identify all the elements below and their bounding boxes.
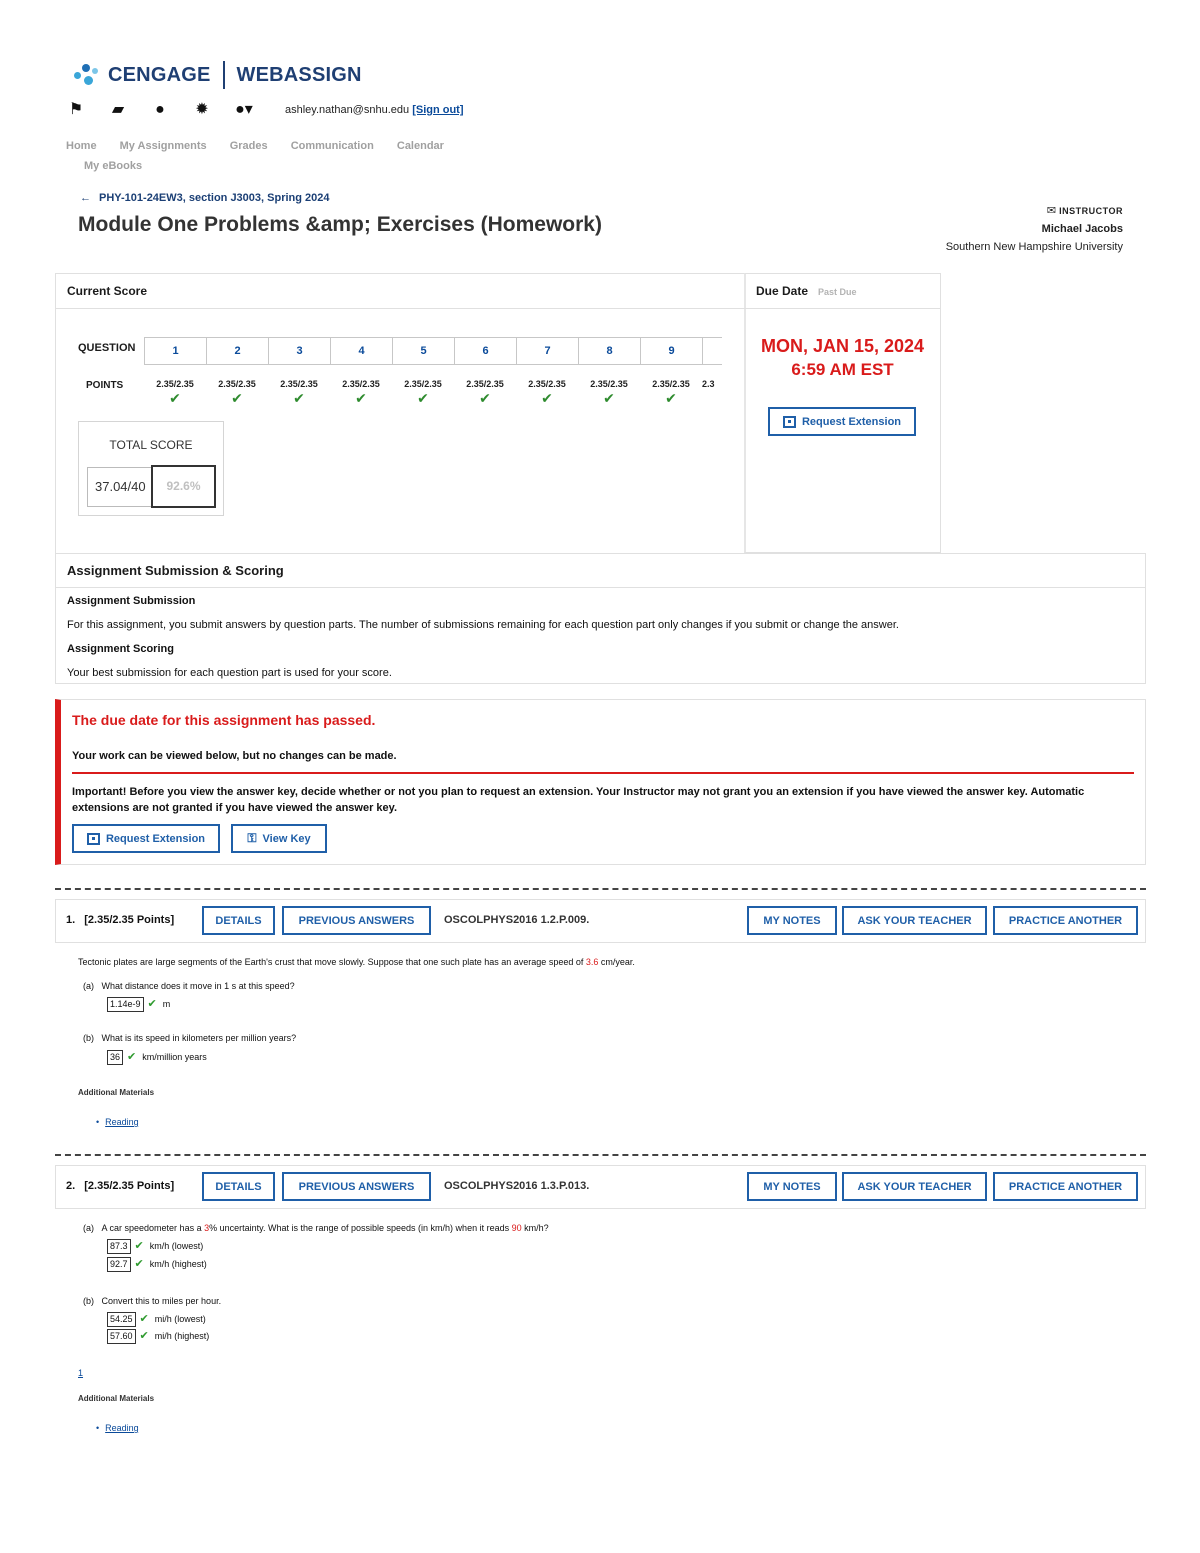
question-link[interactable]: 4 (331, 338, 393, 364)
user-email: ashley.nathan@snhu.edu (285, 104, 410, 116)
answer-unit: m (162, 999, 171, 1009)
part-question: Convert this to miles per hour. (101, 1296, 222, 1306)
part-question: A car speedometer has a (101, 1223, 202, 1233)
page-title: Module One Problems &amp; Exercises (Homework) (78, 213, 602, 236)
calendar-icon (783, 416, 796, 428)
due-header (744, 273, 941, 309)
check-icon: ✔ (134, 1240, 144, 1252)
question-navigator (144, 337, 722, 365)
key-icon: ⚿ (247, 831, 257, 845)
scoring-title: Assignment Scoring (67, 643, 174, 655)
part-label: (b) (83, 1296, 94, 1306)
alert-request-extension-label: Request Extension (105, 832, 206, 845)
part-question: What distance does it move in 1 s at this speed? (101, 981, 295, 991)
part-label: (b) (83, 1033, 94, 1043)
question-link[interactable]: 3 (269, 338, 331, 364)
breadcrumb[interactable] (80, 192, 330, 204)
check-icon: ✔ (603, 390, 615, 406)
question-points: [2.35/2.35 Points] (84, 1180, 175, 1192)
question-2-a-highest (107, 1257, 207, 1272)
question-source: OSCOLPHYS2016 1.2.P.009. (444, 914, 590, 926)
points-value: 2.35/2.35 (466, 379, 504, 389)
question-1-part-a-answer (107, 997, 170, 1012)
due-header-label: Due Date (756, 284, 809, 298)
ask-your-teacher-button[interactable]: ASK YOUR TEACHER (842, 906, 987, 935)
settings-icon[interactable]: ✹ (195, 101, 209, 118)
check-icon: ✔ (139, 1330, 149, 1342)
question-link[interactable] (703, 338, 722, 364)
cengage-webassign-logo[interactable] (72, 60, 362, 90)
check-icon: ✔ (134, 1258, 144, 1270)
question-link[interactable]: 2 (207, 338, 269, 364)
total-score-percent: 92.6% (151, 465, 216, 508)
part-question: % uncertainty. What is the range of possible speeds (in km/h) when it reads (209, 1223, 510, 1233)
nav-my-ebooks[interactable]: My eBooks (84, 160, 143, 172)
breadcrumb-course[interactable]: PHY-101-24EW3, section J3003, Spring 2024 (99, 192, 330, 204)
points-row (144, 378, 722, 412)
points-value: 2.35/2.35 (218, 379, 256, 389)
answer-field: 57.60 (107, 1329, 136, 1344)
points-value: 2.35/2.35 (342, 379, 380, 389)
question-number: 1. (66, 914, 76, 926)
nav-calendar[interactable]: Calendar (396, 140, 444, 152)
alert-divider (72, 772, 1134, 774)
additional-materials-label: Additional Materials (78, 1088, 155, 1097)
check-icon: ✔ (127, 1051, 137, 1063)
answer-unit: km/million years (142, 1052, 207, 1062)
question-2-part-b (83, 1295, 221, 1308)
question-1-heading (66, 914, 174, 926)
check-icon: ✔ (665, 390, 677, 406)
brand-cengage: CENGAGE (108, 63, 211, 86)
question-2-b-highest (107, 1329, 209, 1344)
question-link[interactable]: 5 (393, 338, 455, 364)
ask-your-teacher-button[interactable]: ASK YOUR TEACHER (842, 1172, 987, 1201)
answer-field: 92.7 (107, 1257, 131, 1272)
check-icon: ✔ (169, 390, 181, 406)
brand-webassign: WEBASSIGN (236, 63, 362, 86)
check-icon: ✔ (355, 390, 367, 406)
prompt-value: 3 (204, 1223, 210, 1233)
prompt-value: 3.6 (585, 957, 599, 967)
points-value: 2.35/2.35 (528, 379, 566, 389)
header-toolbar (67, 100, 464, 120)
answer-field: 1.14e-9 (107, 997, 144, 1012)
reading-link[interactable]: Reading (105, 1117, 139, 1127)
question-points (144, 378, 206, 412)
previous-answers-button[interactable]: PREVIOUS ANSWERS (282, 906, 431, 935)
user-account (285, 104, 464, 116)
question-number: 2. (66, 1180, 76, 1192)
part-question: km/h? (524, 1223, 549, 1233)
answer-field: 36 (107, 1050, 123, 1065)
points-value: 2.35/2.35 (652, 379, 690, 389)
instructor-icon: ✉ (1046, 205, 1057, 217)
points-value: 2.35/2.35 (156, 379, 194, 389)
nav-home[interactable]: Home (66, 140, 97, 152)
question-points (640, 378, 702, 412)
alert-title: The due date for this assignment has passed. (72, 712, 376, 728)
reading-item (96, 1418, 139, 1436)
question-1-part-b (83, 1032, 296, 1045)
answer-field: 87.3 (107, 1239, 131, 1254)
points-row-label: POINTS (86, 380, 124, 391)
question-2-heading (66, 1180, 174, 1192)
answer-unit: km/h (highest) (149, 1259, 207, 1269)
instructor-label: INSTRUCTOR (1059, 206, 1123, 216)
total-score-label: TOTAL SCORE (109, 438, 193, 452)
bullet-icon: • (96, 1117, 100, 1127)
nav-communication[interactable]: Communication (290, 140, 374, 152)
brand-divider (223, 61, 225, 89)
part-label: (a) (83, 981, 94, 991)
submission-title: Assignment Submission (67, 595, 196, 607)
question-source: OSCOLPHYS2016 1.3.P.013. (444, 1180, 590, 1192)
my-notes-button[interactable]: MY NOTES (747, 1172, 837, 1201)
request-extension-button[interactable] (768, 407, 916, 436)
points-value: 2.35/2.35 (590, 379, 628, 389)
sign-out-link[interactable]: [Sign out] (412, 104, 464, 116)
prompt-text: Tectonic plates are large segments of the Earth's crust that move slowly. Suppose that one such plate has an average speed of (78, 957, 584, 967)
footnote-link[interactable]: 1 (78, 1368, 84, 1378)
question-points (454, 378, 516, 412)
nav-my-assignments[interactable]: My Assignments (119, 140, 207, 152)
flag-icon[interactable]: ⚑ (68, 101, 84, 118)
request-extension-label: Request Extension (801, 415, 902, 428)
points-value: 2.35/2.35 (280, 379, 318, 389)
bullet-icon: • (96, 1423, 100, 1433)
question-points (578, 378, 640, 412)
submission-text: For this assignment, you submit answers by question parts. The number of submissions remaining for each question part only changes if you submit or change the answer. (67, 619, 899, 631)
alert-request-extension-button[interactable] (72, 824, 220, 853)
due-date (744, 334, 941, 382)
question-points (702, 378, 722, 412)
alert-message: Your work can be viewed below, but no changes can be made. (72, 750, 397, 762)
total-score-value: 37.04/40 (87, 467, 153, 507)
question-link[interactable]: 9 (641, 338, 703, 364)
reading-item (96, 1112, 139, 1130)
scoring-text: Your best submission for each question part is used for your score. (67, 667, 392, 679)
reading-link[interactable]: Reading (105, 1423, 139, 1433)
question-points (268, 378, 330, 412)
instructor-info (946, 202, 1123, 256)
question-link[interactable]: 1 (145, 338, 207, 364)
nav-grades[interactable]: Grades (229, 140, 268, 152)
question-divider (55, 888, 1146, 890)
points-value: 2.3 (702, 379, 715, 389)
alert-warning: Important! Before you view the answer key, decide whether or not you plan to request an extension. Your Instructor may not grant you an extension if you have viewed the answer key. Automatic extensions are not granted if you have viewed the answer key. (72, 786, 1085, 814)
due-date-day: MON, JAN 15, 2024 (760, 336, 925, 356)
question-1-part-b-answer (107, 1050, 207, 1065)
question-2-part-a (83, 1222, 549, 1235)
part-label: (a) (83, 1223, 94, 1233)
question-link[interactable]: 6 (455, 338, 517, 364)
check-icon: ✔ (479, 390, 491, 406)
check-icon: ✔ (147, 998, 157, 1010)
answer-unit: km/h (lowest) (149, 1241, 204, 1251)
view-key-label: View Key (262, 832, 311, 845)
question-row-label: QUESTION (78, 342, 136, 354)
details-button[interactable]: DETAILS (202, 1172, 275, 1201)
prompt-unit: cm/year. (600, 957, 635, 967)
details-button[interactable]: DETAILS (202, 906, 275, 935)
points-value: 2.35/2.35 (404, 379, 442, 389)
instructor-school: Southern New Hampshire University (945, 241, 1123, 253)
calendar-icon (87, 833, 100, 845)
main-nav (66, 136, 486, 176)
check-icon: ✔ (231, 390, 243, 406)
practice-another-button[interactable]: PRACTICE ANOTHER (993, 1172, 1138, 1201)
additional-materials-label: Additional Materials (78, 1394, 155, 1403)
part-question: What is its speed in kilometers per million years? (101, 1033, 297, 1043)
instructor-name: Michael Jacobs (1041, 223, 1123, 235)
submission-header: Assignment Submission & Scoring (55, 553, 1146, 588)
question-divider (55, 1154, 1146, 1156)
answer-unit: mi/h (lowest) (154, 1314, 206, 1324)
past-due-badge: Past Due (818, 287, 857, 297)
accessibility-icon[interactable]: ●▾ (235, 101, 253, 118)
cengage-logo-icon (72, 62, 100, 88)
practice-another-button[interactable]: PRACTICE ANOTHER (993, 906, 1138, 935)
submission-body (67, 589, 899, 685)
help-icon[interactable]: ● (155, 101, 165, 118)
check-icon: ✔ (139, 1313, 149, 1325)
check-icon: ✔ (293, 390, 305, 406)
previous-answers-button[interactable]: PREVIOUS ANSWERS (282, 1172, 431, 1201)
question-points (516, 378, 578, 412)
answer-unit: mi/h (highest) (154, 1331, 210, 1341)
check-icon: ✔ (417, 390, 429, 406)
prompt-value: 90 (511, 1223, 522, 1233)
question-points (392, 378, 454, 412)
question-2-a-lowest (107, 1239, 203, 1254)
question-2-b-lowest (107, 1312, 206, 1327)
score-header: Current Score (55, 273, 745, 309)
view-key-button[interactable] (231, 824, 327, 853)
my-notes-button[interactable]: MY NOTES (747, 906, 837, 935)
question-points: [2.35/2.35 Points] (84, 914, 175, 926)
back-arrow-icon: ← (80, 192, 91, 204)
question-points (206, 378, 268, 412)
question-1-prompt (78, 956, 635, 969)
question-link[interactable]: 8 (579, 338, 641, 364)
check-icon: ✔ (541, 390, 553, 406)
question-points (330, 378, 392, 412)
question-link[interactable]: 7 (517, 338, 579, 364)
question-1-part-a (83, 980, 295, 993)
chat-icon[interactable]: ▰ (111, 101, 125, 118)
due-date-time: 6:59 AM EST (791, 360, 894, 379)
answer-field: 54.25 (107, 1312, 136, 1327)
